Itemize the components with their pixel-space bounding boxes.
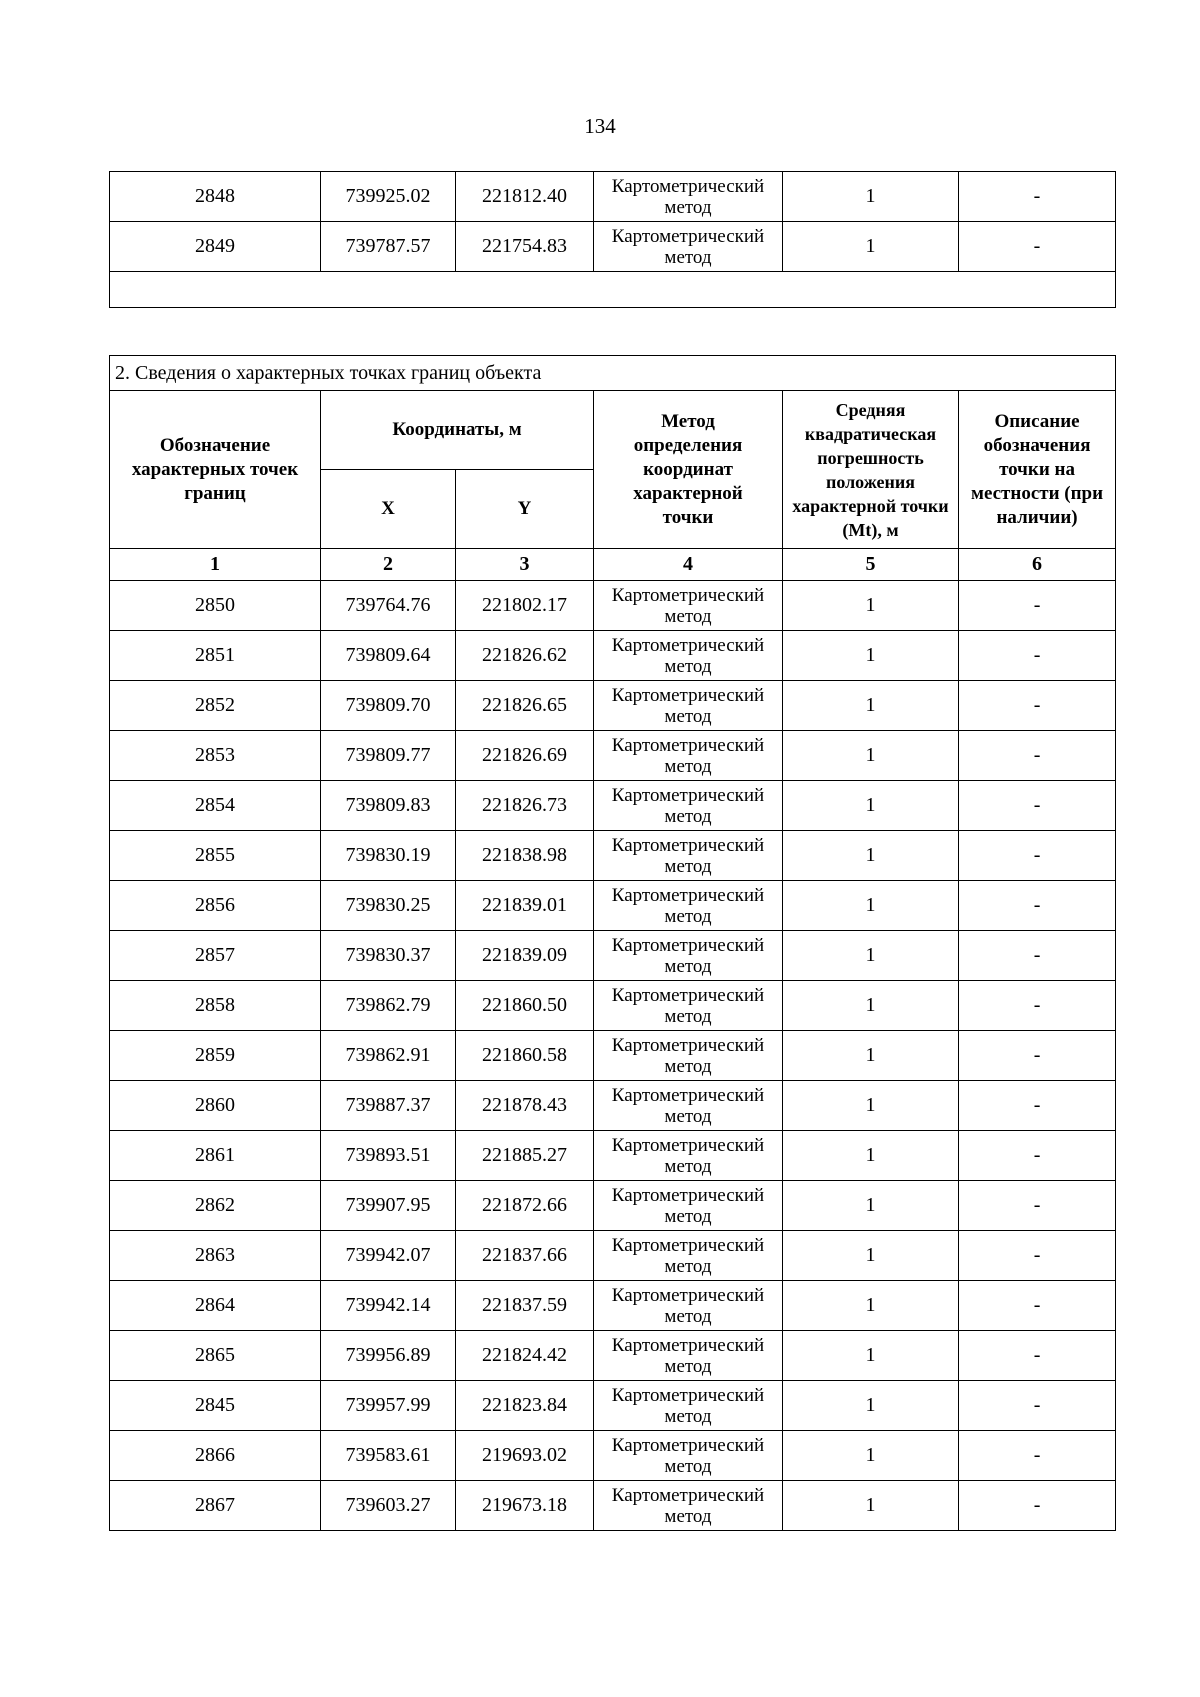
continuation-table-body [110,172,1116,272]
description-value: - [959,981,1116,1031]
table-row [110,1281,1116,1331]
point-id: 2863 [110,1231,321,1281]
coord-x: 739887.37 [321,1081,456,1131]
error-value: 1 [783,1081,959,1131]
point-id: 2854 [110,781,321,831]
method-line-2: метод [664,1055,712,1077]
coord-x: 739809.70 [321,681,456,731]
column-number: 1 [110,549,321,581]
method-line-1: Картометрический [611,684,765,706]
method-line-2: метод [664,1305,712,1327]
method-line-1: Картометрический [611,1034,765,1056]
coord-x: 739809.64 [321,631,456,681]
error-value: 1 [783,1431,959,1481]
point-id: 2845 [110,1381,321,1431]
method-line-2: метод [664,196,712,218]
coord-x: 739764.76 [321,581,456,631]
method-line-2: метод [664,755,712,777]
method-cell [594,631,783,681]
method-line-2: метод [664,705,712,727]
method-cell [594,1431,783,1481]
point-id: 2861 [110,1131,321,1181]
point-id: 2855 [110,831,321,881]
method-cell [594,1331,783,1381]
method-line-1: Картометрический [611,1184,765,1206]
point-id: 2862 [110,1181,321,1231]
error-value: 1 [783,222,959,272]
coord-x: 739787.57 [321,222,456,272]
error-value: 1 [783,1481,959,1531]
method-line-1: Картометрический [611,1134,765,1156]
coord-y: 221754.83 [456,222,594,272]
coord-x: 739956.89 [321,1331,456,1381]
method-cell [594,981,783,1031]
table-row [110,1081,1116,1131]
method-line-1: Картометрический [611,1234,765,1256]
error-value: 1 [783,631,959,681]
method-cell [594,831,783,881]
method-cell [594,581,783,631]
header-method: Метод определения координат характерной точки [594,391,783,549]
description-value: - [959,1481,1116,1531]
header-error: Средняя квадратическая погрешность положения характерной точки (Mt), м [783,391,959,549]
table-row [110,1181,1116,1231]
table-row [110,781,1116,831]
method-cell [594,1031,783,1081]
coord-y: 221839.01 [456,881,594,931]
coord-x: 739603.27 [321,1481,456,1531]
method-line-1: Картометрический [611,834,765,856]
error-value: 1 [783,172,959,222]
point-id: 2865 [110,1331,321,1381]
table-row [110,881,1116,931]
method-cell [594,731,783,781]
method-line-1: Картометрический [611,225,765,247]
header-x: X [321,470,456,549]
description-value: - [959,1431,1116,1481]
page-number: 134 [584,114,616,138]
boundary-points-table [109,355,1116,1531]
method-line-1: Картометрический [611,1284,765,1306]
column-number: 5 [783,549,959,581]
coord-y: 221826.69 [456,731,594,781]
description-value: - [959,1131,1116,1181]
description-value: - [959,781,1116,831]
table-row [110,981,1116,1031]
point-id: 2857 [110,931,321,981]
coord-x: 739809.83 [321,781,456,831]
error-value: 1 [783,1131,959,1181]
method-cell [594,881,783,931]
boundary-points-body [110,581,1116,1531]
point-id: 2850 [110,581,321,631]
error-value: 1 [783,581,959,631]
method-cell [594,222,783,272]
error-value: 1 [783,1231,959,1281]
point-id: 2867 [110,1481,321,1531]
point-id: 2851 [110,631,321,681]
coord-y: 221885.27 [456,1131,594,1181]
error-value: 1 [783,931,959,981]
coord-x: 739830.19 [321,831,456,881]
table-row [110,172,1116,222]
method-line-1: Картометрический [611,584,765,606]
method-cell [594,781,783,831]
coord-y: 221826.73 [456,781,594,831]
description-value: - [959,831,1116,881]
coord-y: 221837.66 [456,1231,594,1281]
method-line-2: метод [664,605,712,627]
error-value: 1 [783,1281,959,1331]
coord-x: 739862.79 [321,981,456,1031]
method-line-1: Картометрический [611,934,765,956]
coord-x: 739907.95 [321,1181,456,1231]
table-row [110,1331,1116,1381]
method-line-1: Картометрический [611,1084,765,1106]
method-line-2: метод [664,1355,712,1377]
table-row [110,1431,1116,1481]
coord-y: 221802.17 [456,581,594,631]
point-id: 2858 [110,981,321,1031]
method-cell [594,1381,783,1431]
table-row [110,631,1116,681]
error-value: 1 [783,981,959,1031]
method-line-2: метод [664,855,712,877]
table-row [110,1231,1116,1281]
description-value: - [959,1031,1116,1081]
coord-x: 739957.99 [321,1381,456,1431]
coord-y: 221872.66 [456,1181,594,1231]
coord-x: 739893.51 [321,1131,456,1181]
coord-x: 739809.77 [321,731,456,781]
description-value: - [959,731,1116,781]
coord-y: 221823.84 [456,1381,594,1431]
description-value: - [959,222,1116,272]
method-line-1: Картометрический [611,1434,765,1456]
coord-x: 739942.07 [321,1231,456,1281]
table-row [110,1381,1116,1431]
table-row [110,1031,1116,1081]
table-row [110,831,1116,881]
column-number: 4 [594,549,783,581]
column-number: 2 [321,549,456,581]
table-row [110,1481,1116,1531]
method-cell [594,1481,783,1531]
method-cell [594,1181,783,1231]
description-value: - [959,1331,1116,1381]
description-value: - [959,631,1116,681]
column-number: 3 [456,549,594,581]
coord-x: 739925.02 [321,172,456,222]
coord-y: 221812.40 [456,172,594,222]
header-description: Описание обозначения точки на местности (при наличии) [959,391,1116,549]
column-number: 6 [959,549,1116,581]
method-line-1: Картометрический [611,884,765,906]
description-value: - [959,1381,1116,1431]
method-line-1: Картометрический [611,984,765,1006]
method-line-1: Картометрический [611,1484,765,1506]
description-value: - [959,581,1116,631]
error-value: 1 [783,681,959,731]
point-id: 2866 [110,1431,321,1481]
method-line-2: метод [664,1105,712,1127]
method-line-2: метод [664,246,712,268]
error-value: 1 [783,1381,959,1431]
method-cell [594,931,783,981]
description-value: - [959,931,1116,981]
table-row [110,581,1116,631]
coord-y: 221838.98 [456,831,594,881]
point-id: 2853 [110,731,321,781]
coord-x: 739942.14 [321,1281,456,1331]
error-value: 1 [783,831,959,881]
method-line-2: метод [664,1205,712,1227]
point-id: 2864 [110,1281,321,1331]
description-value: - [959,172,1116,222]
method-line-2: метод [664,1155,712,1177]
method-line-2: метод [664,1405,712,1427]
error-value: 1 [783,881,959,931]
method-cell [594,1081,783,1131]
method-line-2: метод [664,655,712,677]
coord-y: 219693.02 [456,1431,594,1481]
point-id: 2849 [110,222,321,272]
point-id: 2860 [110,1081,321,1131]
point-id: 2856 [110,881,321,931]
error-value: 1 [783,731,959,781]
error-value: 1 [783,1181,959,1231]
coord-y: 221839.09 [456,931,594,981]
coord-y: 221878.43 [456,1081,594,1131]
method-cell [594,1231,783,1281]
section-title: 2. Сведения о характерных точках границ объекта [110,356,1116,391]
table-row [110,222,1116,272]
method-line-2: метод [664,1455,712,1477]
coord-y: 219673.18 [456,1481,594,1531]
description-value: - [959,1231,1116,1281]
coord-y: 221826.65 [456,681,594,731]
coord-y: 221860.58 [456,1031,594,1081]
method-line-1: Картометрический [611,175,765,197]
description-value: - [959,681,1116,731]
table-row [110,1131,1116,1181]
coord-x: 739830.25 [321,881,456,931]
coord-y: 221826.62 [456,631,594,681]
method-line-2: метод [664,955,712,977]
point-id: 2848 [110,172,321,222]
header-coordinates: Координаты, м [321,391,594,470]
coord-y: 221824.42 [456,1331,594,1381]
header-y: Y [456,470,594,549]
table-row [110,931,1116,981]
method-line-1: Картометрический [611,634,765,656]
method-line-1: Картометрический [611,1384,765,1406]
method-line-1: Картометрический [611,784,765,806]
method-line-2: метод [664,1005,712,1027]
coord-x: 739862.91 [321,1031,456,1081]
method-line-1: Картометрический [611,1334,765,1356]
method-line-1: Картометрический [611,734,765,756]
method-cell [594,1131,783,1181]
table-row [110,681,1116,731]
method-cell [594,1281,783,1331]
description-value: - [959,881,1116,931]
empty-row [110,272,1116,308]
point-id: 2852 [110,681,321,731]
description-value: - [959,1281,1116,1331]
error-value: 1 [783,1331,959,1381]
coord-y: 221837.59 [456,1281,594,1331]
error-value: 1 [783,1031,959,1081]
description-value: - [959,1081,1116,1131]
method-line-2: метод [664,905,712,927]
point-id: 2859 [110,1031,321,1081]
method-line-2: метод [664,805,712,827]
table-row [110,731,1116,781]
method-line-2: метод [664,1255,712,1277]
coord-y: 221860.50 [456,981,594,1031]
error-value: 1 [783,781,959,831]
coord-x: 739583.61 [321,1431,456,1481]
continuation-table [109,171,1116,308]
description-value: - [959,1181,1116,1231]
coord-x: 739830.37 [321,931,456,981]
method-cell [594,681,783,731]
header-designation: Обозначение характерных точек границ [110,391,321,549]
method-cell [594,172,783,222]
method-line-2: метод [664,1505,712,1527]
